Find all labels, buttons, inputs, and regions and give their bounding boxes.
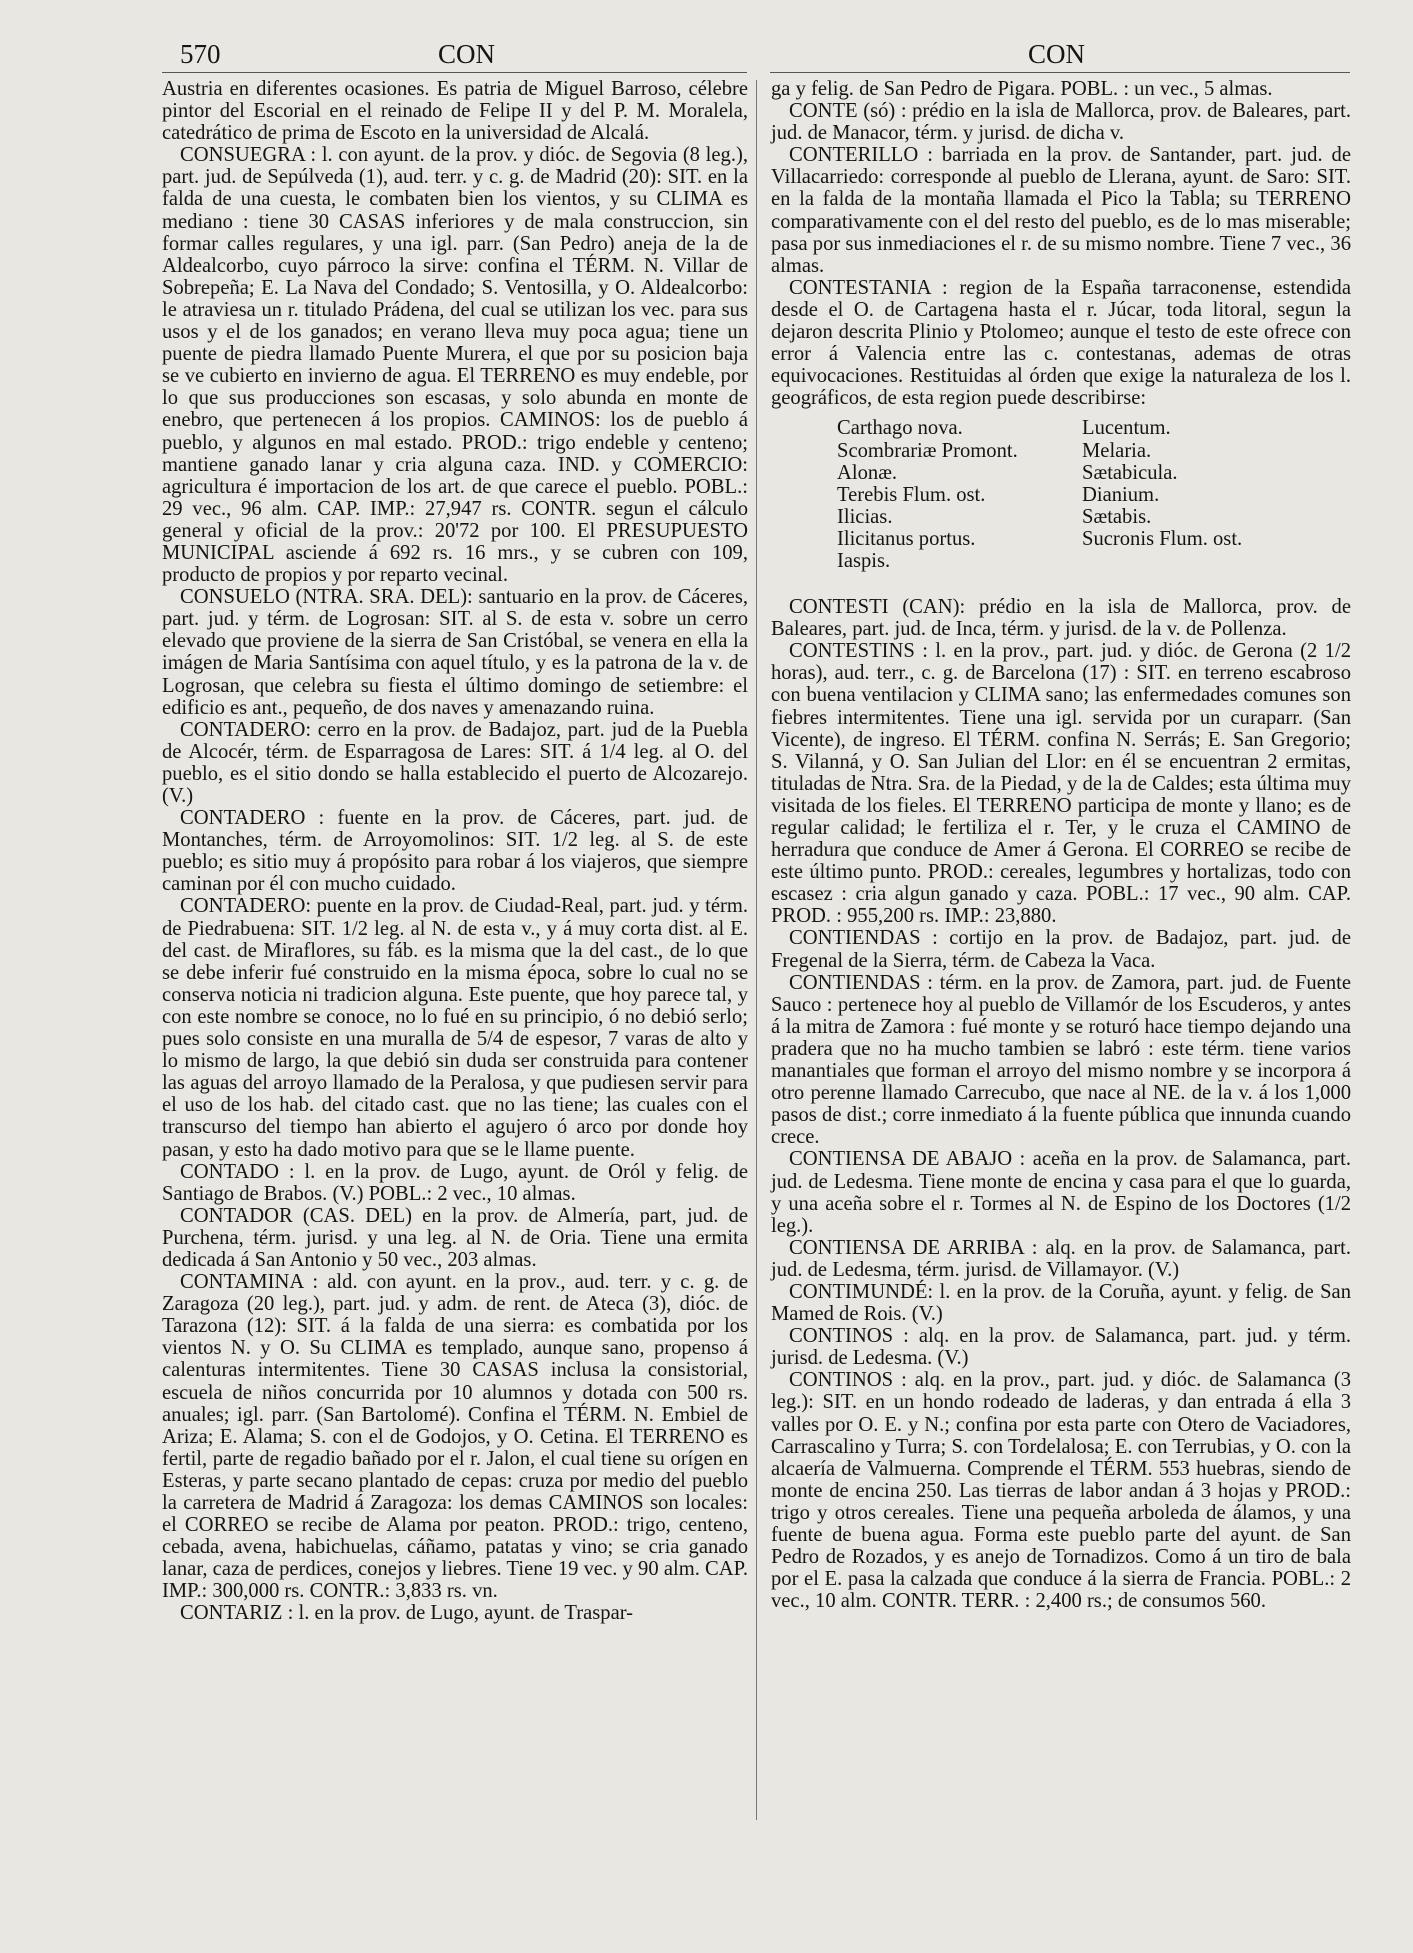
entry-contestins: CONTESTINS : l. en la prov., part. jud. y dióc. de Gerona (2 1/2 horas), aud. terr., c. g. de Barcelona (17) : SIT. en terreno escabroso con buena ventilacion y CLIMA sano; las enfermedades comunes son fiebres intermitentes. Tiene una igl. servida por un curaparr. (San Vicente), de ingreso. El TÉRM. confina N. Serrás; E. San Gregorio; S. Vilanná, y O. San Julian del Llor: en él se encuentran 2 ermitas, tituladas de Ntra. Sra. de la Piedad, y de la de Caldes; esta última muy visitada de los fieles. El TERRENO participa de monte y llano; es de regular calidad; le fertiliza el r. Ter, y le cruza el CAMINO de herradura que conduce de Amer á Gerona. El CORREO se recibe de este último punto. PROD.: cereales, legumbres y hortalizas, todo con escasez : cria algun ganado y caza. POBL.: 17 vec., 90 alm. CAP. PROD. : 955,200 rs. IMP.: 23,880. (771, 640, 1351, 928)
place-name: Ilicias. (837, 505, 893, 528)
entry-continos-ledesma: CONTINOS : alq. en la prov. de Salamanca, part. jud. y térm. jurisd. de Ledesma. (V.) (771, 1325, 1351, 1370)
header-rule-right (770, 72, 1350, 73)
header-rule-left (162, 72, 747, 73)
entry-contadero-cerro: CONTADERO: cerro en la prov. de Badajoz, part. jud de la Puebla de Alcocér, térm. de Esparragosa de Lares: SIT. á 1/4 leg. al O. del pueblo, es el sitio dondo se halla establecido el puerto de Alcozarejo. (V.) (162, 718, 748, 807)
running-head-left: CON (438, 39, 496, 69)
place-name: Melaria. (1082, 439, 1152, 462)
place-name: Lucentum. (1082, 417, 1171, 440)
place-name: Sucronis Flum. ost. (1082, 527, 1243, 550)
entry-contadero-puente: CONTADERO: puente en la prov. de Ciudad-Real, part. jud. y térm. de Piedrabuena: SIT. 1/2 leg. al N. de esta v., y á muy corta dist. al E. del cast. de Miraflores, su fáb. es la misma que la del cast., de lo que se debe inferir fué construido en la misma época, sobre lo cual no se conserva noticia ni tradicion alguna. Este puente, que hoy parece tal, y con este nombre se conoce, no lo fué en su principio, ó no debió serlo; pues solo consiste en una muralla de 5/4 de espesor, 7 varas de alto y lo mismo de largo, la que debió sin duda ser construida para contener las aguas del arroyo llamado de la Peralosa, y que pudiesen servir para el uso de los hab. del citado cast. que no las tiene; las cuales con el transcurso del tiempo han abierto el agujero ó arco por donde hoy pasan, y esto ha dado motivo para que se le llame puente. (162, 895, 748, 1161)
place-name: Sætabis. (1082, 505, 1152, 528)
places-column-right (1082, 417, 1297, 572)
place-name: Sætabicula. (1082, 461, 1178, 484)
place-name: Scombrariæ Promont. (837, 439, 1018, 462)
places-column-left (837, 417, 1052, 572)
entry-contador: CONTADOR (CAS. DEL) en la prov. de Almería, part, jud. de Purchena, térm. jurisd. y una leg. al N. de Oria. Tiene una ermita dedicada á San Antonio y 50 vec., 203 almas. (162, 1204, 748, 1271)
entry-contimunde: CONTIMUNDÉ: l. en la prov. de la Coruña, ayunt. y felig. de San Mamed de Rois. (V.) (771, 1280, 1351, 1326)
entry-contesti: CONTESTI (CAN): prédio en la isla de Mallorca, prov. de Baleares, part. jud. de Inca, térm. y jurisd. de la v. de Pollenza. (771, 596, 1351, 641)
place-name: Carthago nova. (837, 417, 963, 440)
entry-contadero-fuente: CONTADERO : fuente en la prov. de Cáceres, part. jud. de Montanches, térm. de Arroyomolinos: SIT. 1/2 leg. al S. de este pueblo; es sitio muy á propósito para robar á los viajeros, que siempre caminan por él con mucho cuidado. (162, 807, 748, 896)
entry-continos-salamanca: CONTINOS : alq. en la prov., part. jud. y dióc. de Salamanca (3 leg.): SIT. en un hondo rodeado de laderas, y dan entrada á ella 3 valles por O. E. y N.; confina por esta parte con Otero de Vaciadores, Carrascalino y Turra; S. con Tordelalosa; E. con Terrubias, y O. con la alcaería de Valmuerna. Comprende el TÉRM. 553 huebras, siendo de monte de encina 250. Las tierras de labor andan á 3 hojas y PROD.: trigo y otros cereales. Tiene una pequeña arboleda de álamos, y una fuente de buena agua. Forma este pueblo parte del ayunt. de San Pedro de Rozados, y es anejo de Tornadizos. Como á un tiro de bala por el E. pasa la calzada que conduce á la sierra de Francia. POBL.: 2 vec., 10 alm. CONTR. TERR. : 2,400 rs.; de consumos 560. (771, 1369, 1351, 1613)
contestania-places-table (771, 409, 1351, 584)
left-column (162, 78, 748, 1625)
entry-conte: CONTE (só) : prédio en la isla de Mallorca, prov. de Baleares, part. jud. de Manacor, térm. y jurisd. de dicha v. (771, 100, 1351, 145)
entry-contiensa-de-abajo: CONTIENSA DE ABAJO : aceña en la prov. de Salamanca, part. jud. de Ledesma. Tiene monte de encina y casa para el que lo guarda, y una aceña sobre el r. Tormes al N. de Espino de los Doctores (1/2 leg.). (771, 1148, 1351, 1237)
column-divider (756, 80, 757, 1820)
entry-conterillo: CONTERILLO : barriada en la prov. de Santander, part. jud. de Villacarriedo: corresponde al pueblo de Llerana, ayunt. de Saro: SIT. en la falda de la montaña llamada el Pico la Tabla; su TERRENO comparativamente con el del resto del pueblo, es de lo mas miserable; pasa por sus inmediaciones el r. de su mismo nombre. Tiene 7 vec., 36 almas. (771, 144, 1351, 277)
entry-austria-continuation: Austria en diferentes ocasiones. Es patria de Miguel Barroso, célebre pintor del Escorial en el reinado de Felipe II y del P. M. Moralela, catedrático de prima de Escoto en la universidad de Alcalá. (162, 78, 748, 145)
right-column (771, 78, 1351, 1612)
entry-contiensa-de-arriba: CONTIENSA DE ARRIBA : alq. en la prov. de Salamanca, part. jud. de Ledesma, térm. jurisd. de Villamayor. (V.) (771, 1236, 1351, 1281)
entry-contestania: CONTESTANIA : region de la España tarraconense, estendida desde el O. de Cartagena hasta el r. Júcar, toda litoral, segun la dejaron descrita Plinio y Ptolomeo; aunque el testo de este ofrece con error á Valencia entre las c. contestanas, ademas de otras equivocaciones. Restituidas al órden que exige la naturaleza de los l. geográficos, de esta region puede describirse: (771, 276, 1351, 410)
page-number: 570 (180, 39, 221, 69)
entry-consuelo: CONSUELO (NTRA. SRA. DEL): santuario en la prov. de Cáceres, part. jud. y térm. de Logrosan: SIT. al S. de esta v. sobre un cerro elevado que proviene de la sierra de San Cristóbal, se venera en ella la imágen de Maria Santísima con aquel título, y es la patrona de la v. de Logrosan, que celebra su fiesta el último domingo de setiembre: el edificio es ant., pequeño, de dos naves y amenazando ruina. (162, 586, 748, 719)
place-name: Iaspis. (837, 549, 891, 572)
entry-contiendas-term: CONTIENDAS : térm. en la prov. de Zamora, part. jud. de Fuente Sauco : pertenece hoy al pueblo de Villamór de los Escuderos, y antes á la mitra de Zamora : fué monte y se roturó hace tiempo dejando una pradera que no ha mucho tambien se labró : este térm. tiene varios manantiales que forman el arroyo del mismo nombre y se incorpora á otro perenne llamado Carrecubo, que nace al NE. de la v. á los 1,000 pasos de dist.; corre inmediato á la fuente pública que innunda cuando crece. (771, 971, 1351, 1149)
page-header (0, 34, 1413, 74)
place-name: Ilicitanus portus. (837, 527, 976, 550)
entry-contariz: CONTARIZ : l. en la prov. de Lugo, ayunt. de Traspar- (180, 1602, 634, 1625)
entry-contamina: CONTAMINA : ald. con ayunt. en la prov., aud. terr. y c. g. de Zaragoza (20 leg.), part. jud. y adm. de rent. de Ateca (3), dióc. de Tarazona (12): SIT. á la falda de una sierra: es combatida por los vientos N. y O. Su CLIMA es templado, aunque sano, propenso á calenturas intermitentes. Tiene 30 CASAS inclusa la consistorial, escuela de niños concurrida por 10 alumnos y dotada con 500 rs. anuales; igl. parr. (San Bartolomé). Confina el TÉRM. N. Embiel de Ariza; E. Alama; S. con el de Godojos, y O. Cetina. El TERRENO es fertil, parte de regadio bañado por el r. Jalon, el cual tiene su orígen en Esteras, y parte secano plantado de cepas: cruza por medio del pueblo la carretera de Madrid á Zaragoza: los demas CAMINOS son locales: el CORREO se recibe de Alama por peaton. PROD.: trigo, centeno, cebada, avena, habichuelas, cáñamo, patatas y vino; se cria ganado lanar, caza de perdices, conejos y liebres. Tiene 19 vec. y 90 alm. CAP. IMP.: 300,000 rs. CONTR.: 3,833 rs. vn. (162, 1271, 748, 1603)
place-name: Alonæ. (837, 461, 898, 484)
running-head-right: CON (1028, 39, 1086, 69)
entry-consuegra: CONSUEGRA : l. con ayunt. de la prov. y dióc. de Segovia (8 leg.), part. jud. de Sepúlveda (1), aud. terr. y c. g. de Madrid (20): SIT. en la falda de una cuesta, le combaten bien los vientos, y su CLIMA es mediano : tiene 30 CASAS inferiores y de mala construccion, sin formar calles regulares, y una igl. parr. (San Pedro) aneja de la de Aldealcorbo, cuyo párroco la sirve: confina el TÉRM. N. Villar de Sobrepeña; E. La Nava del Condado; S. Ventosilla, y O. Aldealcorbo: le atraviesa un r. titulado Prádena, del cual se utilizan los vec. para sus usos y el de los ganados; en verano lleva muy poca agua; tiene un puente de piedra llamado Puente Murera, el que por su posicion baja se ve cubierto en invierno de agua. El TERRENO es muy endeble, por lo que sus producciones son escasas, y solo abunda en monte de enebro, que pertenecen á los propios. CAMINOS: los de pueblo á pueblo, y algunos en mal estado. PROD.: trigo endeble y centeno; mantiene ganado lanar y cria alguna caza. IND. y COMERCIO: agricultura é importacion de los art. de que carece el pueblo. POBL.: 29 vec., 96 alm. CAP. IMP.: 27,947 rs. CONTR. segun el cálculo general y oficial de la prov.: 20'72 por 100. El PRESUPUESTO MUNICIPAL asciende á 692 rs. 16 mrs., y se cubren con 109, producto de propios y por reparto vecinal. (162, 144, 748, 587)
entry-contariz-continuation: ga y felig. de San Pedro de Pigara. POBL. : un vec., 5 almas. (771, 78, 1273, 100)
place-name: Dianium. (1082, 483, 1160, 506)
entry-contiendas-cortijo: CONTIENDAS : cortijo en la prov. de Badajoz, part. jud. de Fregenal de la Sierra, térm. de Cabeza la Vaca. (771, 927, 1351, 972)
entry-contado: CONTADO : l. en la prov. de Lugo, ayunt. de Oról y felig. de Santiago de Brabos. (V.) POBL.: 2 vec., 10 almas. (162, 1160, 748, 1205)
place-name: Terebis Flum. ost. (837, 483, 986, 506)
